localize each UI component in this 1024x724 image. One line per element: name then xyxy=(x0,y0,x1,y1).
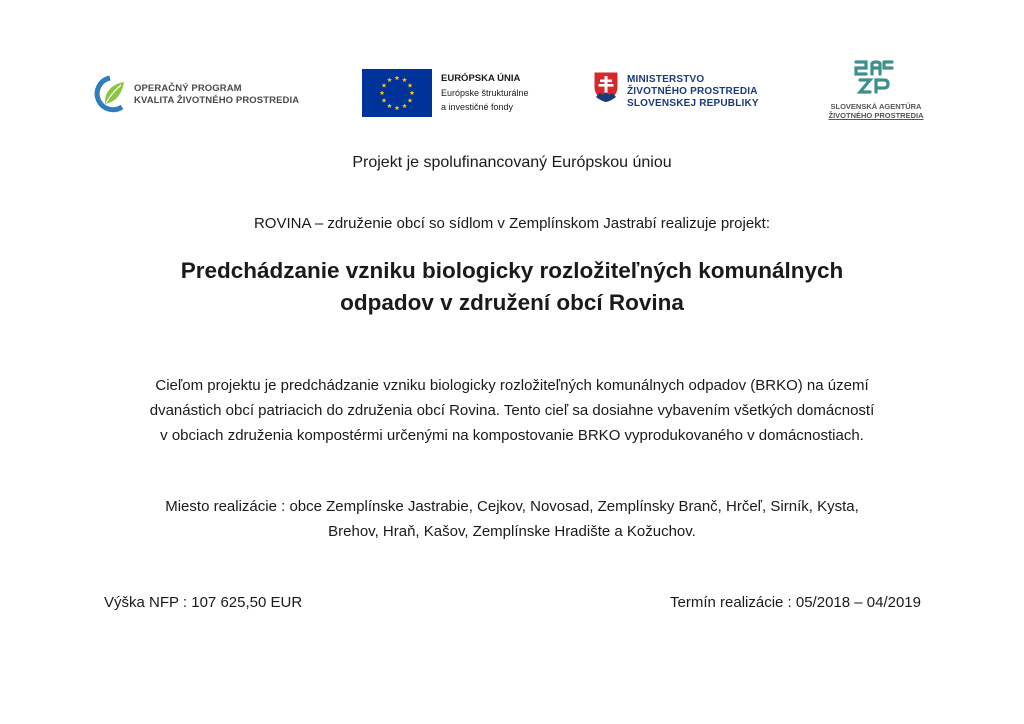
op-kzp-line2: KVALITA ŽIVOTNÉHO PROSTREDIA xyxy=(134,95,300,106)
nfp-amount: Výška NFP : 107 625,50 EUR xyxy=(104,594,303,611)
project-location-line1: Miesto realizácie : obce Zemplínske Jastrabie, Cejkov, Novosad, Zemplínsky Branč, Hrčeľ, Sirník, Kysta, xyxy=(165,498,859,515)
ministry-logo xyxy=(593,71,793,121)
project-title xyxy=(0,255,1024,319)
eu-line1: EURÓPSKA ÚNIA xyxy=(441,73,521,84)
eu-line2: Európske štrukturálne xyxy=(441,88,529,98)
project-goal xyxy=(0,373,1024,448)
ministry-line2: ŽIVOTNÉHO PROSTREDIA xyxy=(627,86,758,97)
op-kzp-emblem-icon xyxy=(92,74,128,114)
sazp-logo xyxy=(818,58,938,128)
cofinanced-note: Projekt je spolufinancovaný Európskou úniou xyxy=(352,154,672,171)
eu-line3: a investičné fondy xyxy=(441,102,514,112)
ministry-line1: MINISTERSTVO xyxy=(627,74,705,85)
project-goal-line1: Cieľom projektu je predchádzanie vzniku biologicky rozložiteľných komunálnych odpadov (BRKO) na území xyxy=(155,377,869,394)
sazp-line1: SLOVENSKÁ AGENTÚRA xyxy=(830,102,922,111)
realization-term: Termín realizácie : 05/2018 – 04/2019 xyxy=(670,594,921,611)
project-location xyxy=(0,494,1024,544)
eu-logo xyxy=(362,69,562,121)
op-kzp-logo xyxy=(92,74,322,114)
op-kzp-line1: OPERAČNÝ PROGRAM xyxy=(134,83,242,94)
sazp-emblem-icon xyxy=(852,58,896,98)
project-title-line2: odpadov v združení obcí Rovina xyxy=(340,290,684,315)
project-goal-line3: v obciach združenia kompostérmi určenými na kompostovanie BRKO vyprodukovaného v domácnostiach. xyxy=(160,427,864,444)
eu-flag-icon xyxy=(362,69,432,117)
sazp-line2: ŽIVOTNÉHO PROSTREDIA xyxy=(828,111,924,120)
slovak-coat-of-arms-icon xyxy=(593,71,619,103)
logo-bar xyxy=(0,58,1024,128)
project-goal-line2: dvanástich obcí patriacich do združenia obcí Rovina. Tento cieľ sa dosiahne vybavením všetkých domácností xyxy=(149,402,875,419)
project-location-line2: Brehov, Hraň, Kašov, Zemplínske Hradište a Kožuchov. xyxy=(328,523,696,540)
project-intro: ROVINA – združenie obcí so sídlom v Zemplínskom Jastrabí realizuje projekt: xyxy=(253,215,771,232)
ministry-line3: SLOVENSKEJ REPUBLIKY xyxy=(627,98,759,109)
project-title-line1: Predchádzanie vzniku biologicky rozložiteľných komunálnych xyxy=(180,258,844,283)
